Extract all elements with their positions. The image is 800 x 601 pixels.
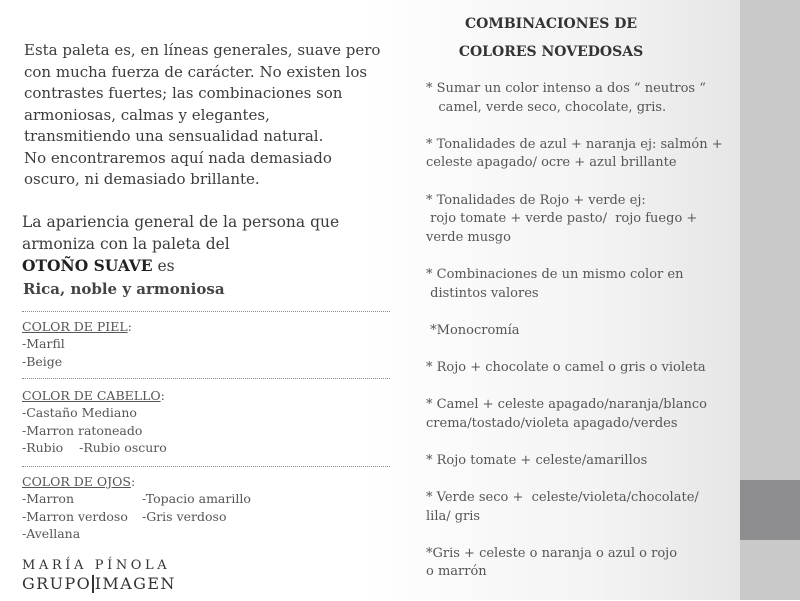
dotted-divider bbox=[22, 378, 390, 379]
appearance-line: La apariencia general de la persona que bbox=[22, 213, 340, 231]
list-item: -Marfil bbox=[22, 336, 65, 351]
palette-name: OTOÑO SUAVE bbox=[22, 256, 153, 275]
intro-line: armoniosas, calmas y elegantes, bbox=[24, 105, 270, 124]
skin-color-heading: COLOR DE PIEL: bbox=[22, 319, 132, 334]
combination-item: * Verde seco + celeste/violeta/chocolate/ lila/ gris bbox=[426, 490, 699, 524]
combination-item: *Gris + celeste o naranja o azul o rojo o marrón bbox=[426, 545, 678, 580]
intro-line: oscuro, ni demasiado brillante. bbox=[24, 170, 260, 188]
appearance-paragraph bbox=[22, 212, 392, 278]
decorative-side-block bbox=[740, 480, 800, 540]
combinations-title-line1: COMBINACIONES DE bbox=[464, 16, 638, 32]
combinations-title-line2: COLORES NOVEDOSAS bbox=[458, 44, 644, 60]
combination-item: * Camel + celeste apagado/naranja/blanco crema/tostado/violeta apagado/verdes bbox=[426, 397, 707, 431]
list-item: -Marron verdoso -Gris verdoso bbox=[22, 508, 227, 524]
list-item: -Marron ratoneado bbox=[22, 422, 143, 438]
combination-item: * Combinaciones de un mismo color en distintos valores bbox=[426, 266, 684, 301]
intro-line: con mucha fuerza de carácter. No existen los bbox=[24, 62, 368, 81]
list-item: -Marron -Topacio amarillo bbox=[22, 491, 251, 506]
combination-item: * Rojo tomate + celeste/amarillos bbox=[426, 452, 648, 468]
intro-line: transmitiendo una sensualidad natural. bbox=[24, 127, 324, 145]
combination-item: *Monocromía bbox=[426, 322, 520, 338]
logo-separator bbox=[92, 575, 94, 593]
list-item: -Avellana bbox=[22, 526, 81, 541]
intro-line: No encontraremos aquí nada demasiado bbox=[24, 148, 332, 167]
appearance-tagline: Rica, noble y armoniosa bbox=[23, 280, 225, 298]
logo-group: GRUPO IMAGEN bbox=[22, 574, 176, 593]
appearance-verb: es bbox=[152, 257, 175, 275]
dotted-divider bbox=[22, 466, 390, 467]
combination-item: * Sumar un color intenso a dos “ neutros “ camel, verde seco, chocolate, gris. bbox=[426, 81, 706, 115]
eye-color-heading: COLOR DE OJOS: bbox=[22, 474, 136, 489]
dotted-divider bbox=[22, 311, 390, 312]
logo-name: MARÍA PÍNOLA bbox=[22, 558, 171, 573]
eye-color-section bbox=[22, 473, 382, 543]
hair-color-section bbox=[22, 387, 382, 457]
hair-color-heading: COLOR DE CABELLO: bbox=[22, 388, 165, 403]
appearance-line: armoniza con la paleta del bbox=[22, 234, 230, 253]
intro-line: contrastes fuertes; las combinaciones son bbox=[24, 84, 343, 102]
intro-paragraph bbox=[24, 40, 394, 191]
combinations-list bbox=[426, 80, 738, 601]
list-item: -Beige bbox=[22, 353, 63, 369]
brand-logo bbox=[22, 558, 176, 594]
combination-item: * Rojo + chocolate o camel o gris o violeta bbox=[426, 359, 706, 375]
skin-color-section bbox=[22, 318, 382, 370]
combination-item: * Tonalidades de Rojo + verde ej: rojo tomate + verde pasto/ rojo fuego + verde musgo bbox=[426, 192, 698, 245]
list-item: -Rubio -Rubio oscuro bbox=[22, 440, 167, 455]
list-item: -Castaño Mediano bbox=[22, 405, 137, 420]
intro-line: Esta paleta es, en líneas generales, suave pero bbox=[24, 41, 381, 59]
combination-item: * Tonalidades de azul + naranja ej: salmón + celeste apagado/ ocre + azul brillante bbox=[426, 136, 723, 171]
